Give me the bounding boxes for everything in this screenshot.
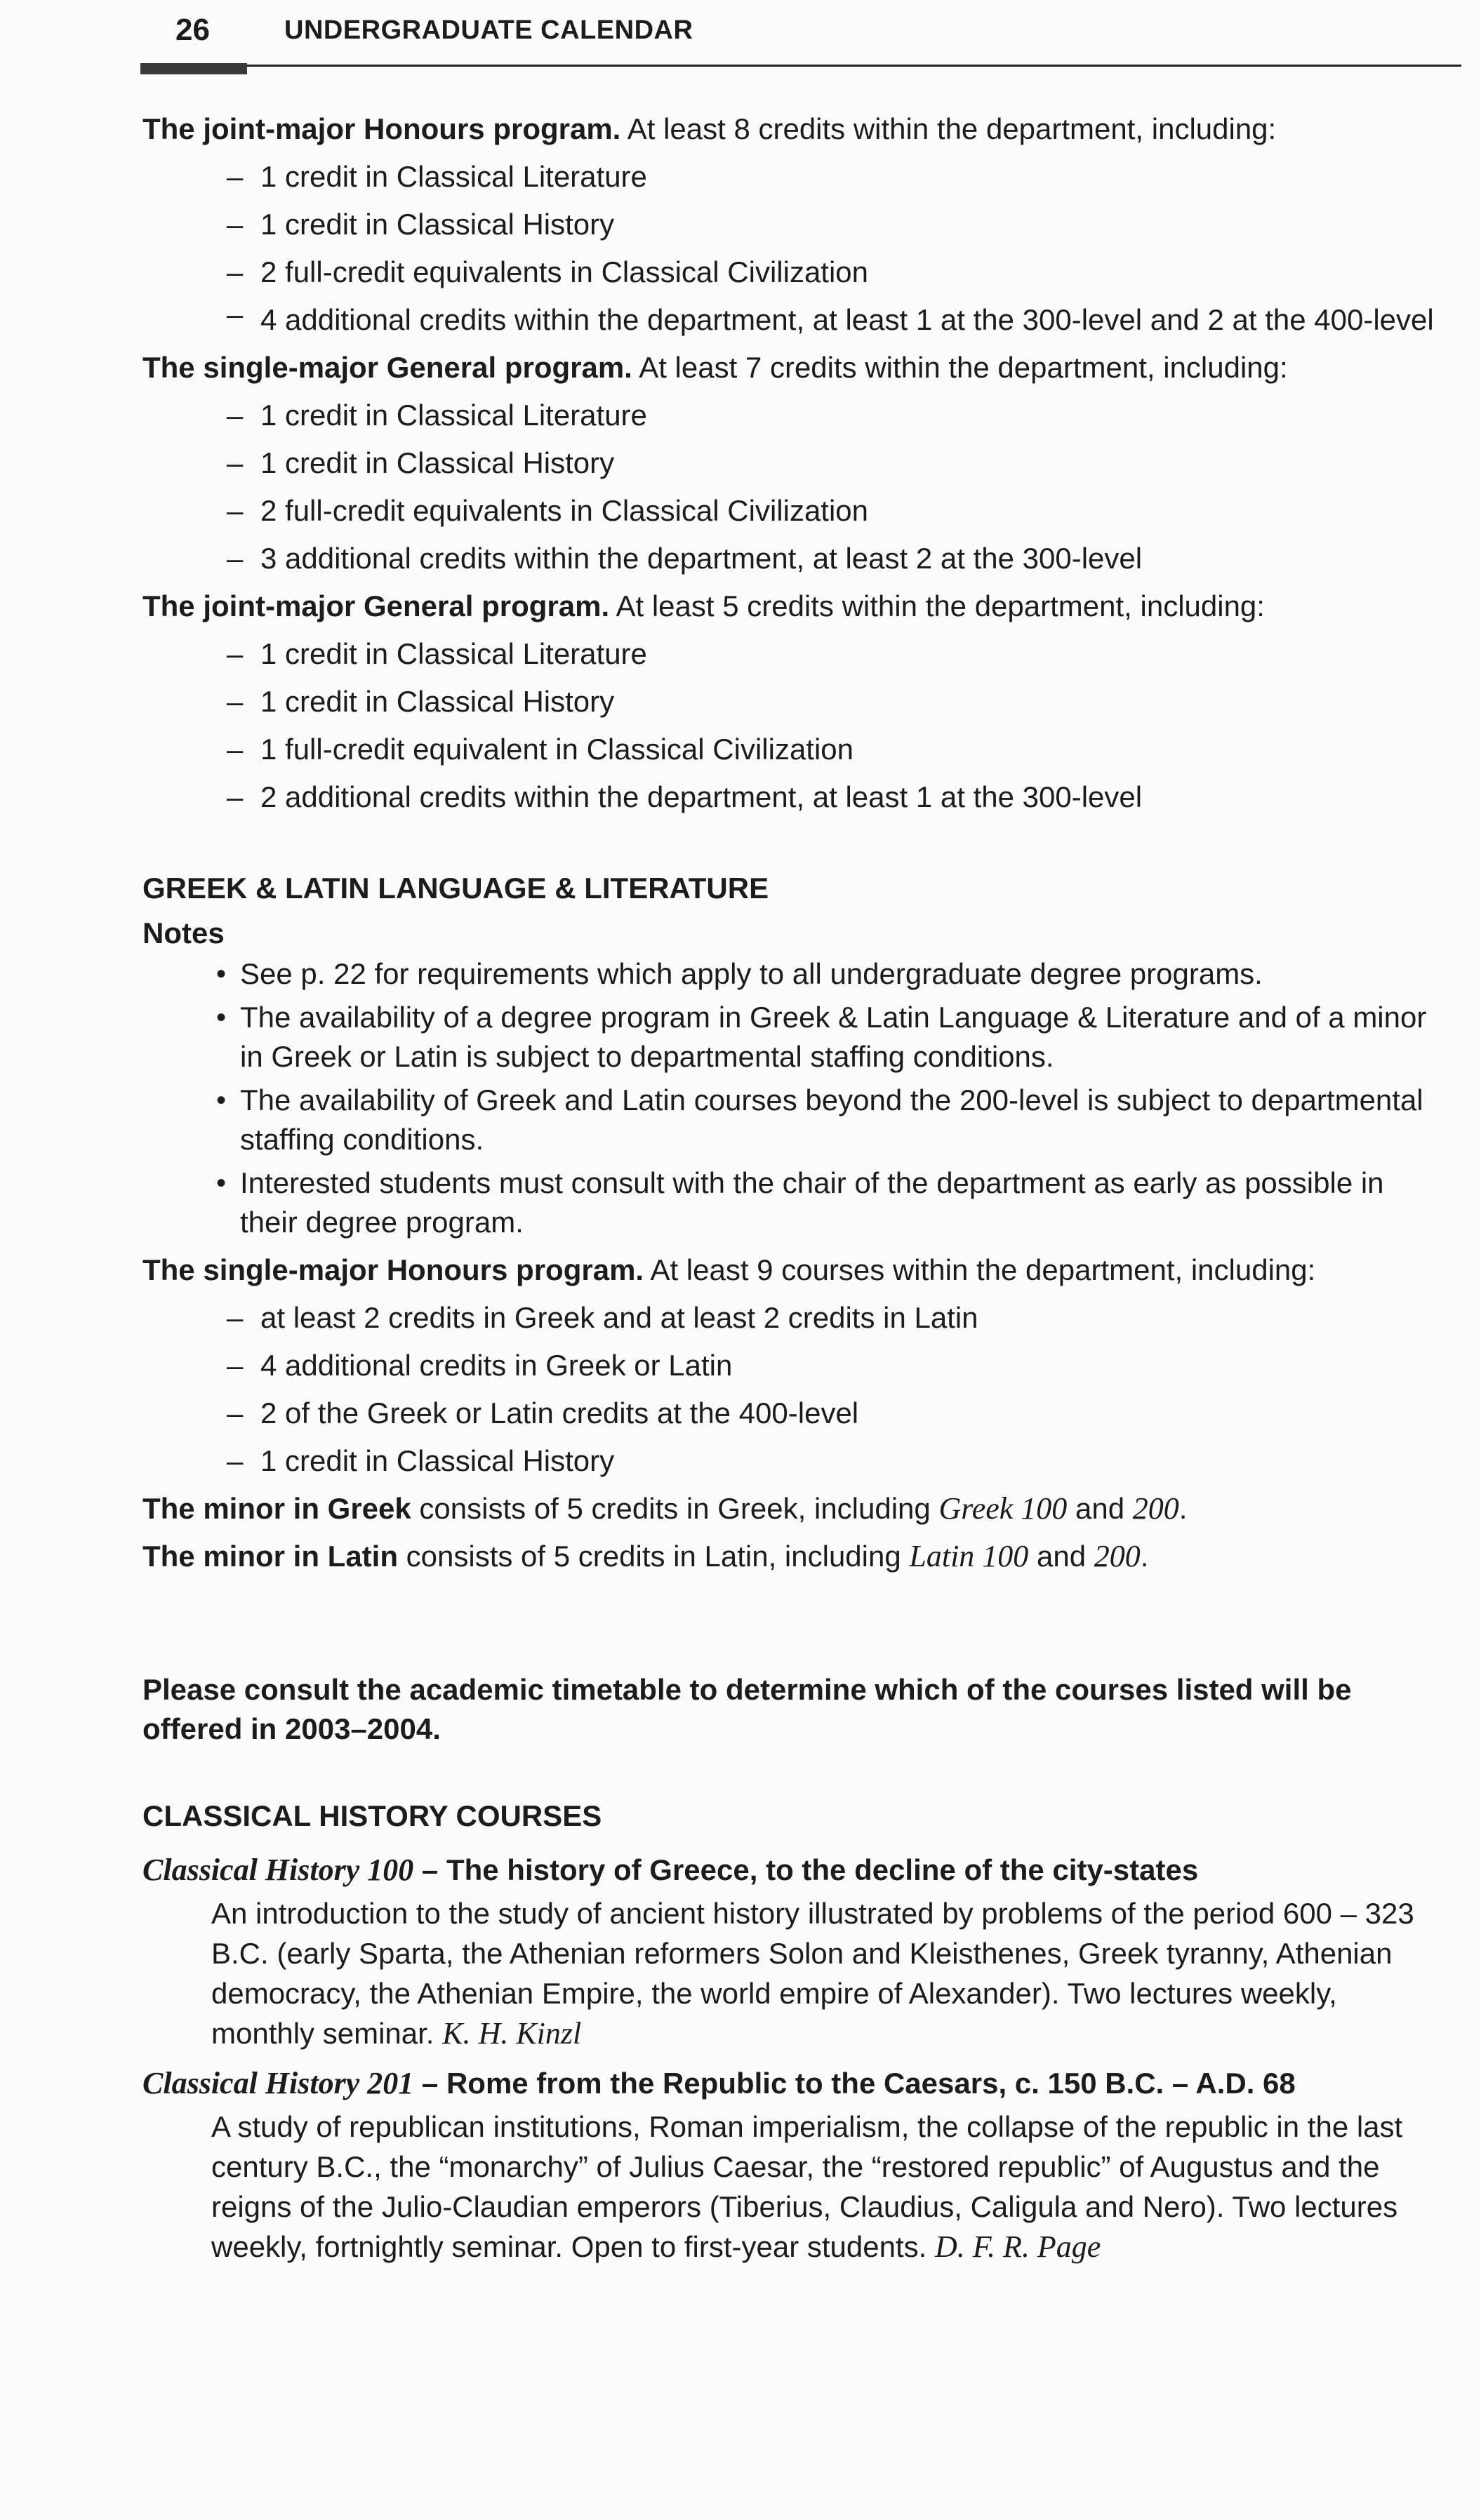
requirement-item: – 1 credit in Classical History [227, 678, 1448, 726]
course-instructor: K. H. Kinzl [442, 2016, 582, 2051]
minor-lead: The minor in Latin [142, 1540, 398, 1573]
requirement-item: – 2 full-credit equivalents in Classical Civilization [227, 248, 1448, 296]
requirement-item: – 2 of the Greek or Latin credits at the 400-level [227, 1389, 1448, 1437]
requirement-list [142, 392, 1448, 582]
course-description-text: A study of republican institutions, Roman imperialism, the collapse of the republic in the last century B.C., the “monarchy” of Julius Caesar, the “restored republic” of Augustus and the reigns of the Julio-Claudian emperors (Tiberius, Claudius, Caligula and Nero). Two lectures weekly, fortnightly seminar. Open to first-year students. [211, 2110, 1403, 2263]
minor-text: consists of 5 credits in Greek, including [411, 1492, 939, 1525]
header-accent-block [140, 63, 247, 74]
course-ref: 200 [1132, 1491, 1179, 1526]
note-text: Interested students must consult with the chair of the department as early as possible in their degree program. [240, 1166, 1384, 1239]
requirement-list [142, 153, 1448, 344]
requirement-item: – 3 additional credits within the department, at least 2 at the 300-level [227, 535, 1448, 582]
page-body [142, 105, 1448, 2267]
requirement-item: – 4 additional credits in Greek or Latin [227, 1342, 1448, 1389]
course-name: The history of Greece, to the decline of the city-states [446, 1853, 1199, 1886]
course-name: Rome from the Republic to the Caesars, c. 150 B.C. – A.D. 68 [446, 2067, 1296, 2100]
course-description-text: An introduction to the study of ancient history illustrated by problems of the period 600 – 323 B.C. (early Sparta, the Athenian reformers Solon and Kleisthenes, Greek tyranny, Athenian democracy, the Athenian Empire, the world empire of Alexander). Two lectures weekly, monthly seminar. [211, 1897, 1414, 2050]
program-lead: The single-major Honours program. [142, 1253, 644, 1286]
requirement-list [142, 1294, 1448, 1485]
course-ref: Latin 100 [909, 1539, 1029, 1573]
program-text: At least 8 credits within the department, including: [620, 112, 1277, 145]
minor-greek [142, 1485, 1448, 1533]
requirement-item: – 1 credit in Classical History [227, 439, 1448, 487]
page-number: 26 [175, 13, 210, 47]
requirement-item: – 1 credit in Classical Literature [227, 630, 1448, 678]
course-dash: – [413, 1853, 446, 1886]
requirement-item: – 1 full-credit equivalent in Classical Civilization [227, 726, 1448, 773]
note-item [216, 1081, 1448, 1159]
minor-conj: and [1067, 1492, 1133, 1525]
requirement-item: – 1 credit in Classical Literature [227, 392, 1448, 439]
bullet-icon: • [216, 1168, 227, 1199]
program-text: At least 7 credits within the department, including: [632, 351, 1288, 384]
section-heading-classical-history: CLASSICAL HISTORY COURSES [142, 1799, 602, 1832]
note-text: The availability of Greek and Latin courses beyond the 200-level is subject to departmental staffing conditions. [240, 1084, 1423, 1156]
bullet-icon: • [216, 959, 227, 989]
course-ref: 200 [1094, 1539, 1141, 1573]
bullet-icon: • [216, 1002, 227, 1033]
requirement-item: – at least 2 credits in Greek and at least 2 credits in Latin [227, 1294, 1448, 1342]
page-header [140, 10, 1481, 59]
note-item [216, 998, 1448, 1076]
minor-latin [142, 1533, 1448, 1580]
program-text: At least 5 credits within the department, including: [609, 589, 1265, 622]
timetable-notice: Please consult the academic timetable to determine which of the courses listed will be offered in 2003–2004. [142, 1673, 1352, 1745]
bullet-icon: • [216, 1085, 227, 1116]
minor-conj: and [1028, 1540, 1094, 1573]
requirement-item: – 1 credit in Classical History [227, 201, 1448, 248]
section-heading-greek-latin: GREEK & LATIN LANGUAGE & LITERATURE [142, 872, 769, 905]
program-lead: The joint-major General program. [142, 589, 610, 622]
program-paragraph [142, 344, 1448, 392]
program-paragraph [142, 582, 1448, 630]
note-text: The availability of a degree program in Greek & Latin Language & Literature and of a minor in Greek or Latin is subject to departmental staffing conditions. [240, 1001, 1427, 1073]
notes-list [142, 954, 1448, 1242]
program-lead: The joint-major Honours program. [142, 112, 621, 145]
program-text: At least 9 courses within the department, including: [644, 1253, 1316, 1286]
note-item [216, 954, 1448, 994]
note-item [216, 1164, 1448, 1242]
header-rule [140, 65, 1461, 67]
program-paragraph [142, 105, 1448, 153]
course-code: Classical History 201 [142, 2066, 414, 2100]
course-title [142, 1847, 1448, 1893]
notes-label: Notes [142, 916, 225, 949]
minor-text: consists of 5 credits in Latin, including [398, 1540, 910, 1573]
requirement-item: – 2 additional credits within the department, at least 1 at the 300-level [227, 773, 1448, 821]
course-title [142, 2060, 1448, 2107]
running-title: UNDERGRADUATE CALENDAR [284, 15, 693, 45]
course-ref: Greek 100 [938, 1491, 1068, 1526]
requirement-item: – 1 credit in Classical History [227, 1437, 1448, 1485]
requirement-list [142, 630, 1448, 821]
course-dash: – [413, 2067, 446, 2100]
minor-end: . [1140, 1540, 1149, 1573]
program-lead: The single-major General program. [142, 351, 632, 384]
course-instructor: D. F. R. Page [935, 2229, 1101, 2264]
note-text: See p. 22 for requirements which apply to all undergraduate degree programs. [240, 957, 1263, 990]
course-description [142, 2107, 1448, 2267]
requirement-item: – 2 full-credit equivalents in Classical Civilization [227, 487, 1448, 535]
course-description [142, 1893, 1448, 2053]
course-code: Classical History 100 [142, 1853, 414, 1887]
requirement-item: – 4 additional credits within the department, at least 1 at the 300-level and 2 at the 400-level [227, 296, 1448, 344]
requirement-item: – 1 credit in Classical Literature [227, 153, 1448, 201]
program-paragraph [142, 1246, 1448, 1294]
course-entry [142, 1847, 1448, 2053]
minor-end: . [1178, 1492, 1188, 1525]
course-entry [142, 2060, 1448, 2267]
minor-lead: The minor in Greek [142, 1492, 411, 1525]
